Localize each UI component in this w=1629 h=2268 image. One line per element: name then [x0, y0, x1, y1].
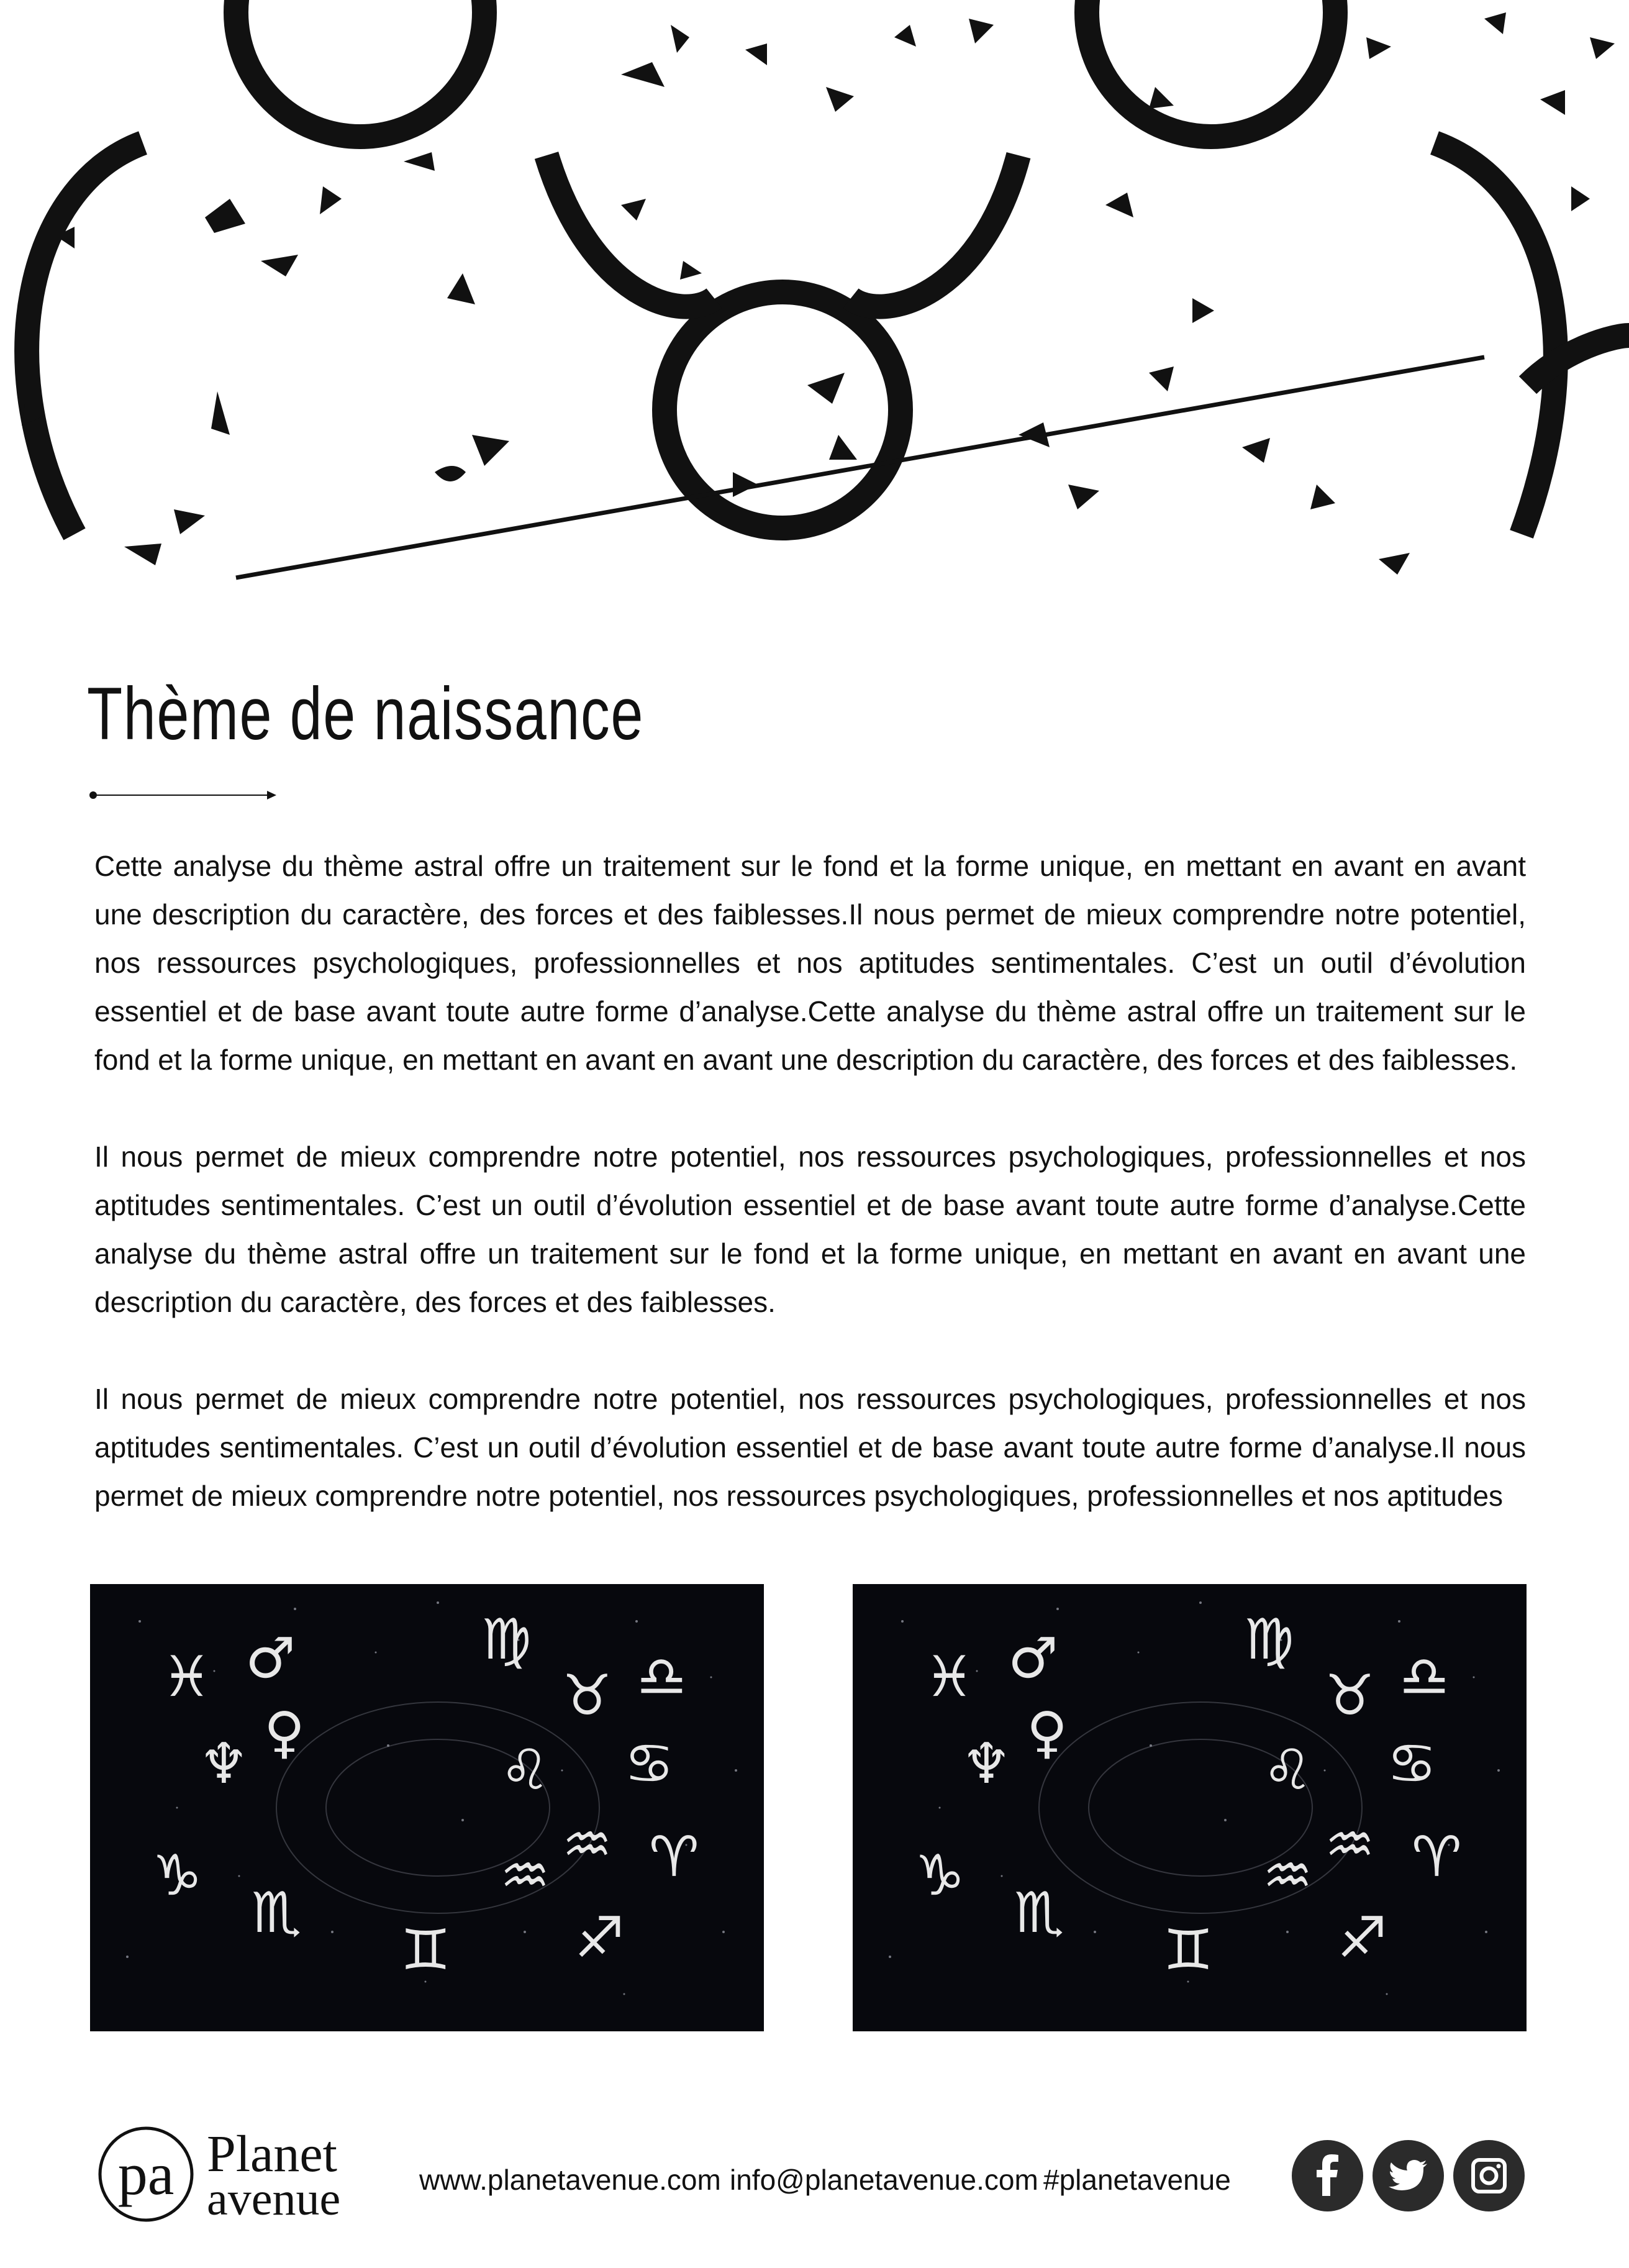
- hashtag: #planetavenue: [1043, 2164, 1231, 2196]
- facebook-button[interactable]: [1292, 2140, 1363, 2211]
- body-text: [94, 842, 1526, 1569]
- svg-text:♎: ♎: [637, 1644, 687, 1710]
- svg-text:♈: ♈: [649, 1824, 699, 1890]
- svg-text:♂: ♂: [245, 1626, 296, 1691]
- svg-text:♌: ♌: [1263, 1737, 1313, 1803]
- svg-text:♍: ♍: [1244, 1607, 1294, 1672]
- svg-text:♍: ♍: [481, 1607, 532, 1672]
- svg-text:♓: ♓: [924, 1644, 974, 1710]
- svg-text:♒: ♒: [562, 1812, 612, 1877]
- header-banner: [0, 0, 1629, 596]
- logo-word-planet: Planet: [207, 2125, 337, 2183]
- page-title: Thème de naissance: [87, 672, 644, 755]
- twitter-icon: [1373, 2140, 1444, 2211]
- svg-text:♀: ♀: [264, 1700, 305, 1765]
- zodiac-symbols-photo: [90, 1584, 764, 2031]
- svg-text:♒: ♒: [500, 1843, 550, 1908]
- twitter-button[interactable]: [1373, 2140, 1444, 2211]
- paragraph: Il nous permet de mieux comprendre notre potentiel, nos ressources psychologiques, professionnelles et nos aptitudes sentimentales. C’est un outil d’évolution essentiel et de base avant toute autre forme d’analyse.Il nous permet de mieux comprendre notre potentiel, nos ressources psychologiques, professionnelles et nos aptitudes: [94, 1383, 1526, 1512]
- footer: [0, 2112, 1629, 2236]
- svg-text:♏: ♏: [252, 1880, 302, 1946]
- zodiac-image-left: [90, 1584, 764, 2031]
- svg-text:♊: ♊: [401, 1918, 451, 1983]
- pa-logo-icon: [96, 2125, 196, 2224]
- taurus-pattern-illustration: [0, 0, 1629, 596]
- facebook-icon: [1292, 2140, 1363, 2211]
- svg-text:♉: ♉: [1325, 1663, 1375, 1728]
- svg-text:♒: ♒: [1263, 1843, 1313, 1908]
- email-link[interactable]: info@planetavenue.com: [730, 2164, 1038, 2196]
- svg-text:♏: ♏: [1014, 1880, 1064, 1946]
- paragraph: Il nous permet de mieux comprendre notre potentiel, nos ressources psychologiques, professionnelles et nos aptitudes sentimentales. C’est un outil d’évolution essentiel et de base avant toute autre forme d’analyse.Cette analyse du thème astral offre un traitement sur le fond et la forme unique, en mettant en avant en avant une description du caractère, des forces et des faiblesses.: [94, 1141, 1526, 1318]
- svg-text:♀: ♀: [1027, 1700, 1068, 1765]
- svg-text:♋: ♋: [1387, 1731, 1437, 1797]
- svg-text:♉: ♉: [562, 1663, 612, 1728]
- instagram-button[interactable]: [1453, 2140, 1525, 2211]
- paragraph: Cette analyse du thème astral offre un traitement sur le fond et la forme unique, en mettant en avant en avant une description du caractère, des forces et des faiblesses.Il nous permet de mieux comprendre notre potentiel, nos ressources psychologiques, professionnelles et nos aptitudes sentimentales. C’est un outil d’évolution essentiel et de base avant toute autre forme d’analyse.Cette analyse du thème astral offre un traitement sur le fond et la forme unique, en mettant en avant en avant une description du caractère, des forces et des faiblesses.: [94, 850, 1526, 1076]
- svg-text:♌: ♌: [500, 1737, 550, 1803]
- title-arrow-rule: [87, 786, 286, 804]
- planet-avenue-logo[interactable]: [96, 2125, 363, 2230]
- svg-text:♑: ♑: [915, 1843, 965, 1908]
- svg-text:♐: ♐: [574, 1905, 625, 1970]
- svg-text:♒: ♒: [1325, 1812, 1375, 1877]
- svg-text:♆: ♆: [199, 1731, 249, 1797]
- website-link[interactable]: www.planetavenue.com: [419, 2164, 721, 2196]
- svg-text:♑: ♑: [152, 1843, 202, 1908]
- svg-text:♓: ♓: [161, 1644, 212, 1710]
- svg-text:♆: ♆: [961, 1731, 1012, 1797]
- instagram-icon: [1453, 2140, 1525, 2211]
- logo-word-avenue: avenue: [207, 2173, 341, 2225]
- svg-text:♐: ♐: [1337, 1905, 1387, 1970]
- svg-text:♂: ♂: [1008, 1626, 1058, 1691]
- svg-text:♊: ♊: [1163, 1918, 1214, 1983]
- svg-text:♈: ♈: [1412, 1824, 1462, 1890]
- zodiac-symbols-photo: [853, 1584, 1527, 2031]
- zodiac-image-right: [853, 1584, 1527, 2031]
- logo-mark-text: pa: [117, 2141, 175, 2207]
- svg-text:♎: ♎: [1399, 1644, 1450, 1710]
- svg-text:♋: ♋: [624, 1731, 674, 1797]
